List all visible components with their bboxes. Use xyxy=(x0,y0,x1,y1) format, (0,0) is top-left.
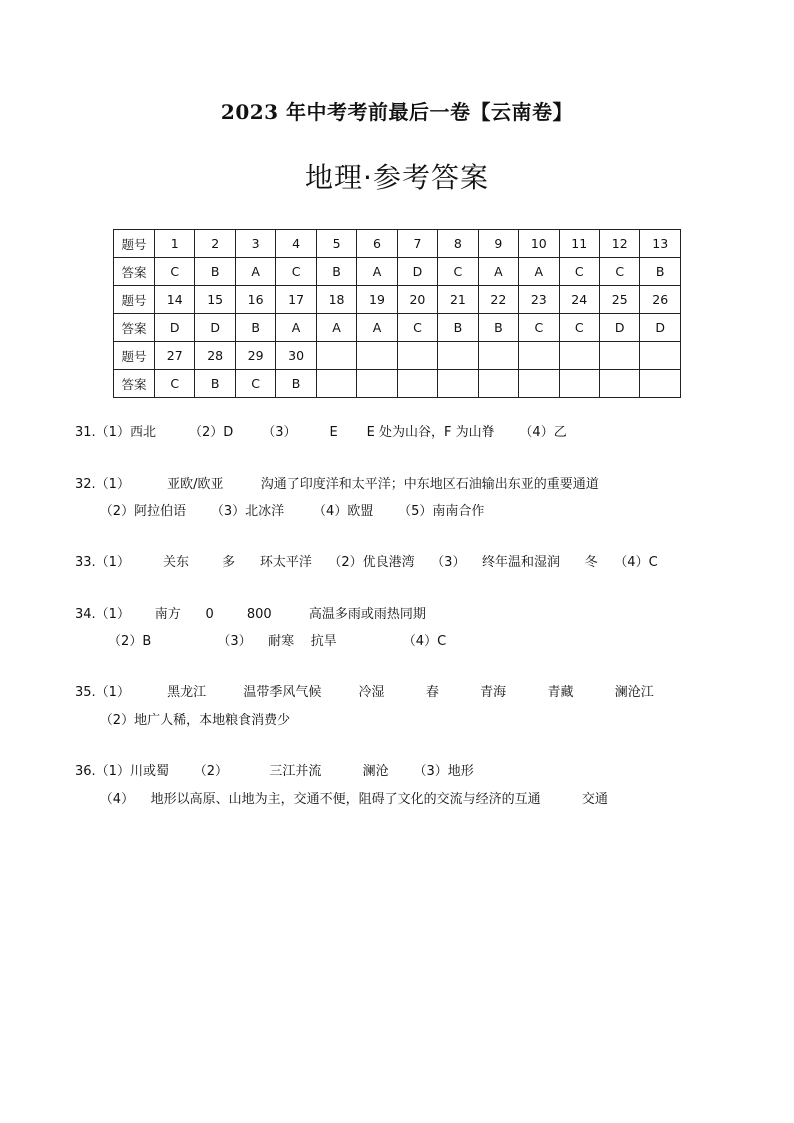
table-cell: B xyxy=(235,314,275,342)
table-cell: A xyxy=(316,314,356,342)
table-cell xyxy=(397,342,437,370)
table-cell: 9 xyxy=(478,230,518,258)
table-cell: D xyxy=(155,314,195,342)
answer-36-line1: 36.（1）川或蜀 （2） 三江并流 澜沧 （3）地形 xyxy=(75,764,474,779)
answer-table xyxy=(113,229,681,398)
table-cell: 26 xyxy=(640,286,681,314)
table-cell: B xyxy=(640,258,681,286)
table-cell: 3 xyxy=(235,230,275,258)
table-cell: C xyxy=(235,370,275,398)
table-cell xyxy=(357,370,397,398)
table-cell: 15 xyxy=(195,286,235,314)
table-row xyxy=(114,286,681,314)
table-cell: A xyxy=(276,314,316,342)
table-cell: A xyxy=(519,258,559,286)
table-cell xyxy=(519,370,559,398)
table-cell xyxy=(438,342,478,370)
row-header-cell: 答案 xyxy=(114,370,155,398)
table-cell: C xyxy=(155,370,195,398)
table-row xyxy=(114,314,681,342)
table-cell: C xyxy=(397,314,437,342)
table-cell: B xyxy=(195,258,235,286)
table-cell: D xyxy=(599,314,639,342)
table-cell: B xyxy=(276,370,316,398)
table-cell: 2 xyxy=(195,230,235,258)
table-cell xyxy=(357,342,397,370)
table-row xyxy=(114,230,681,258)
table-cell: D xyxy=(195,314,235,342)
table-cell xyxy=(559,342,599,370)
answer-35-line2: （2）地广人稀，本地粮食消费少 xyxy=(75,713,291,728)
table-cell xyxy=(599,370,639,398)
row-header-cell: 题号 xyxy=(114,230,155,258)
table-cell xyxy=(397,370,437,398)
table-cell: 19 xyxy=(357,286,397,314)
table-cell: C xyxy=(155,258,195,286)
table-cell xyxy=(519,342,559,370)
table-cell xyxy=(316,342,356,370)
table-cell: 28 xyxy=(195,342,235,370)
table-cell: B xyxy=(478,314,518,342)
table-cell: C xyxy=(276,258,316,286)
table-cell: 25 xyxy=(599,286,639,314)
table-cell: B xyxy=(438,314,478,342)
table-cell: 1 xyxy=(155,230,195,258)
table-cell: C xyxy=(559,258,599,286)
answer-35-line1: 35.（1） 黑龙江 温带季风气候 冷湿 春 青海 青藏 澜沧江 xyxy=(75,685,654,700)
table-cell: B xyxy=(316,258,356,286)
table-cell: A xyxy=(357,258,397,286)
table-cell: C xyxy=(559,314,599,342)
table-cell: 30 xyxy=(276,342,316,370)
table-row xyxy=(114,258,681,286)
table-cell xyxy=(478,342,518,370)
table-cell: 22 xyxy=(478,286,518,314)
row-header-cell: 答案 xyxy=(114,314,155,342)
table-cell: 14 xyxy=(155,286,195,314)
table-cell: 23 xyxy=(519,286,559,314)
table-cell: 13 xyxy=(640,230,681,258)
table-cell: D xyxy=(640,314,681,342)
table-cell xyxy=(438,370,478,398)
table-row xyxy=(114,342,681,370)
table-cell xyxy=(599,342,639,370)
answer-33: 33.（1） 关东 多 环太平洋 （2）优良港湾 （3） 终年温和湿润 冬 （4）C xyxy=(75,555,658,570)
page-title: 2023 年中考考前最后一卷【云南卷】 xyxy=(220,100,574,124)
table-cell: 29 xyxy=(235,342,275,370)
answer-36-line2: （4） 地形以高原、山地为主，交通不便，阻碍了文化的交流与经济的互通 交通 xyxy=(75,792,608,807)
table-row xyxy=(114,370,681,398)
table-cell: 27 xyxy=(155,342,195,370)
answer-34-line2: （2）B （3） 耐寒 抗旱 （4）C xyxy=(75,634,447,649)
answer-31: 31.（1）西北 （2）D （3） E E 处为山谷，F 为山脊 （4）乙 xyxy=(75,425,567,440)
row-header-cell: 题号 xyxy=(114,286,155,314)
table-cell: 24 xyxy=(559,286,599,314)
table-cell: 17 xyxy=(276,286,316,314)
table-cell xyxy=(316,370,356,398)
table-cell: A xyxy=(235,258,275,286)
table-cell: 6 xyxy=(357,230,397,258)
table-cell: 5 xyxy=(316,230,356,258)
table-cell: 8 xyxy=(438,230,478,258)
table-cell: 18 xyxy=(316,286,356,314)
table-cell: 12 xyxy=(599,230,639,258)
table-cell: A xyxy=(478,258,518,286)
table-cell: 11 xyxy=(559,230,599,258)
table-cell: D xyxy=(397,258,437,286)
table-cell: B xyxy=(195,370,235,398)
table-cell: 20 xyxy=(397,286,437,314)
table-cell: 7 xyxy=(397,230,437,258)
table-cell xyxy=(559,370,599,398)
table-cell xyxy=(478,370,518,398)
table-cell xyxy=(640,370,681,398)
table-cell: 4 xyxy=(276,230,316,258)
answer-34-line1: 34.（1） 南方 0 800 高温多雨或雨热同期 xyxy=(75,607,426,622)
table-cell xyxy=(640,342,681,370)
table-cell: 16 xyxy=(235,286,275,314)
row-header-cell: 答案 xyxy=(114,258,155,286)
answer-32-line2: （2）阿拉伯语 （3）北冰洋 （4）欧盟 （5）南南合作 xyxy=(75,504,485,519)
answer-32-line1: 32.（1） 亚欧/欧亚 沟通了印度洋和太平洋；中东地区石油输出东亚的重要通道 xyxy=(75,477,599,492)
table-cell: 21 xyxy=(438,286,478,314)
table-cell: 10 xyxy=(519,230,559,258)
row-header-cell: 题号 xyxy=(114,342,155,370)
table-cell: A xyxy=(357,314,397,342)
table-cell: C xyxy=(438,258,478,286)
table-cell: C xyxy=(599,258,639,286)
page-subtitle: 地理·参考答案 xyxy=(305,161,489,194)
table-cell: C xyxy=(519,314,559,342)
